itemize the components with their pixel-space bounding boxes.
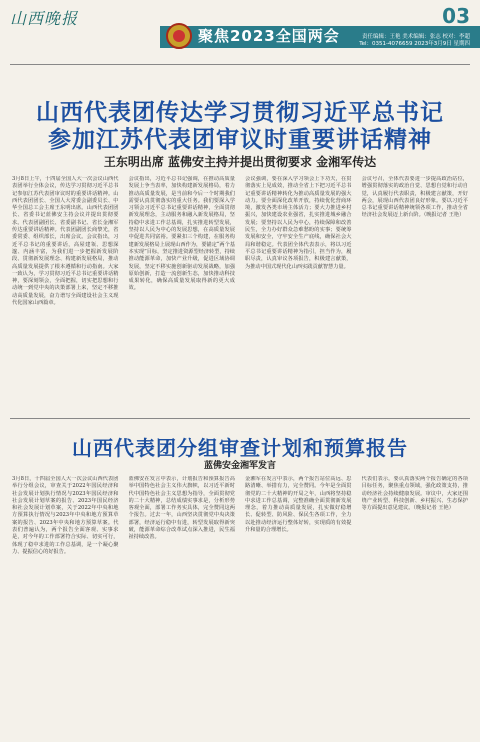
article1-col2: 会议指出，习近平总书记强调，在推动高质量发展上争当表率，加快构建新发展格局，着力推动高质量发展，是当前和今后一个时期我们需要认真贯彻落实的重大任务。我们要深入学习领会习近平总书记重要讲话精神，全面贯彻新发展理念，主动服务和融入新发展格局，坚持稳中求进工作总基调，扎实推进转型发展，坚持以人民为中心的发展思想，在高质量发展中促进共同富裕。要紧扣三个构建，在服务构建新发展格局上展现山西作为，要锚定“两个基本实现”目标，坚定推进资源型经济转型，持续推动能源革命，加快产业升级，促进区域协调发展，坚定不移实施创新驱动发展战略，加强原始创新，打造一流创新生态，加快推动科技成果转化，确保高质量发展取得新的更大成效。 xyxy=(128,176,235,292)
meta-line-2: Tel：0351-4076659 2023年3月9日 星期四 xyxy=(359,41,470,47)
header-divider xyxy=(10,64,470,65)
masthead: 山西晚报 xyxy=(10,9,79,28)
article1-body xyxy=(12,176,468,412)
article2-subtitle: 蓝佛安金湘军发言 xyxy=(203,461,276,471)
meta-line-1: 责任编辑：王艳 美术编辑：张志 校对：李超 xyxy=(362,34,470,40)
article1-col4: 会议号召，全体代表要进一步提高政治站位，增强贯彻落实的政治自觉、思想自觉和行动自觉，认真履行代表职责，积极建言献策，开好两会，展现山西代表团良好形象。要以习近平总书记重要讲话精神统领各项工作，推动全省经济社会发展迈上新台阶。（晚报记者 王艳） xyxy=(361,176,468,219)
header-meta xyxy=(359,34,470,48)
article1-title-line1: 山西代表团传达学习贯彻习近平总书记 xyxy=(36,100,444,126)
article-divider xyxy=(10,418,470,419)
article1-col1: 3月8日上午，十四届全国人大一次会议山西代表团举行全体会议，传达学习贯彻习近平总书记参加江苏代表团审议时的重要讲话精神。山西代表团团长、全国人大常委会副委员长、中华全国总工会主席王东明出席。山西代表团团长、省委书记蓝佛安主持会议并提出贯彻要求。代表团副团长、省委副书记、省长金湘军传达重要讲话精神。代表团副团长商黎光，省委常委、组织部长，出席会议。会议指出，习近平总书记的重要讲话，高屋建瓴、思想深邃、内涵丰富，为我们进一步把握新发展阶段、贯彻新发展理念、构建新发展格局，推动高质量发展提供了根本遵循和行动指南。大家一致认为，学习贯彻习近平总书记重要讲话精神，要深刻领会，全面把握，切实把思想和行动统一到党中央的决策部署上来，坚定不移推动高质量发展，奋力谱写全面建设社会主义现代化国家山西篇章。 xyxy=(12,176,119,307)
article1-subtitle: 王东明出席 蓝佛安主持并提出贯彻要求 金湘军传达 xyxy=(103,155,377,169)
section-title: 聚焦2023全国两会 xyxy=(198,27,340,45)
article2-col3: 金湘军在发言中表示，两个报告站位高远、思路清晰、举措有力，完全赞同。今年是全面贯彻党的二十大精神的开局之年，山西将坚持稳中求进工作总基调，完整准确全面贯彻新发展理念，着力推动高质量发展，扎实做好稳增长、促转型、防风险、保民生各项工作，全力以赴推动经济运行整体好转，实现质的有效提升和量的合理增长。 xyxy=(245,476,352,534)
article1-col3: 会议强调，要在深入学习领会上下功夫，在贯彻落实上见成效，推动全省上下把习近平总书记重要讲话精神转化为推动高质量发展的强大动力。要全面深化改革开放，持续优化营商环境，激发各类市场主体活力；要大力推进乡村振兴，加快建设农业强省，扎实推进城乡融合发展；要坚持以人民为中心，持续保障和改善民生，全力办好群众急难愁盼的实事；要统筹发展和安全，守牢安全生产底线，确保社会大局和谐稳定。代表团全体代表表示，将以习近平总书记重要讲话精神为指引，担当作为，履职尽责，认真审议各项报告，积极建言献策，为推动中国式现代化山西实践贡献智慧力量。 xyxy=(245,176,352,270)
article2-col4: 代表们表示，要认真落实两个报告确定的各项目标任务，聚焦重点领域，强化政策支持，推动经济社会持续健康发展。审议中，大家还围绕产业转型、科技创新、乡村振兴、生态保护等方面提出意见建议。（晚报记者 王艳） xyxy=(361,476,468,512)
page-header xyxy=(0,0,480,62)
article1-title-line2: 参加江苏代表团审议时重要讲话精神 xyxy=(48,127,432,153)
article2-col1: 3月8日，十四届全国人大一次会议山西代表团举行分组会议，审查关于2022年国民经济和社会发展计划执行情况与2023年国民经济和社会发展计划草案的报告、2023年国民经济和社会发展计划草案，关于2022年中央和地方预算执行情况与2023年中央和地方预算草案的报告、2023年中央和地方预算草案。代表们普遍认为，两个报告全面客观、实事求是，对今年的工作部署符合实际、切实可行，体现了稳中求进的工作总基调，是一个凝心聚力、提振信心的好报告。 xyxy=(12,476,119,555)
emblem-icon xyxy=(166,23,192,49)
page-number: 03 xyxy=(442,4,470,28)
article2-col2: 蓝佛安在发言中表示，计划报告和预算报告高举中国特色社会主义伟大旗帜，以习近平新时代中国特色社会主义思想为指导，全面贯彻党的二十大精神，总结成绩实事求是，分析形势客观全面，部署工作务实具体，完全赞同这两个报告。过去一年，山西坚决贯彻党中央决策部署，经济运行稳中有进，转型发展取得新突破，能源革命综合改革试点深入推进，民生福祉持续改善。 xyxy=(128,476,235,541)
article2-body xyxy=(12,476,468,732)
article2-title: 山西代表团分组审查计划和预算报告 xyxy=(72,436,408,460)
